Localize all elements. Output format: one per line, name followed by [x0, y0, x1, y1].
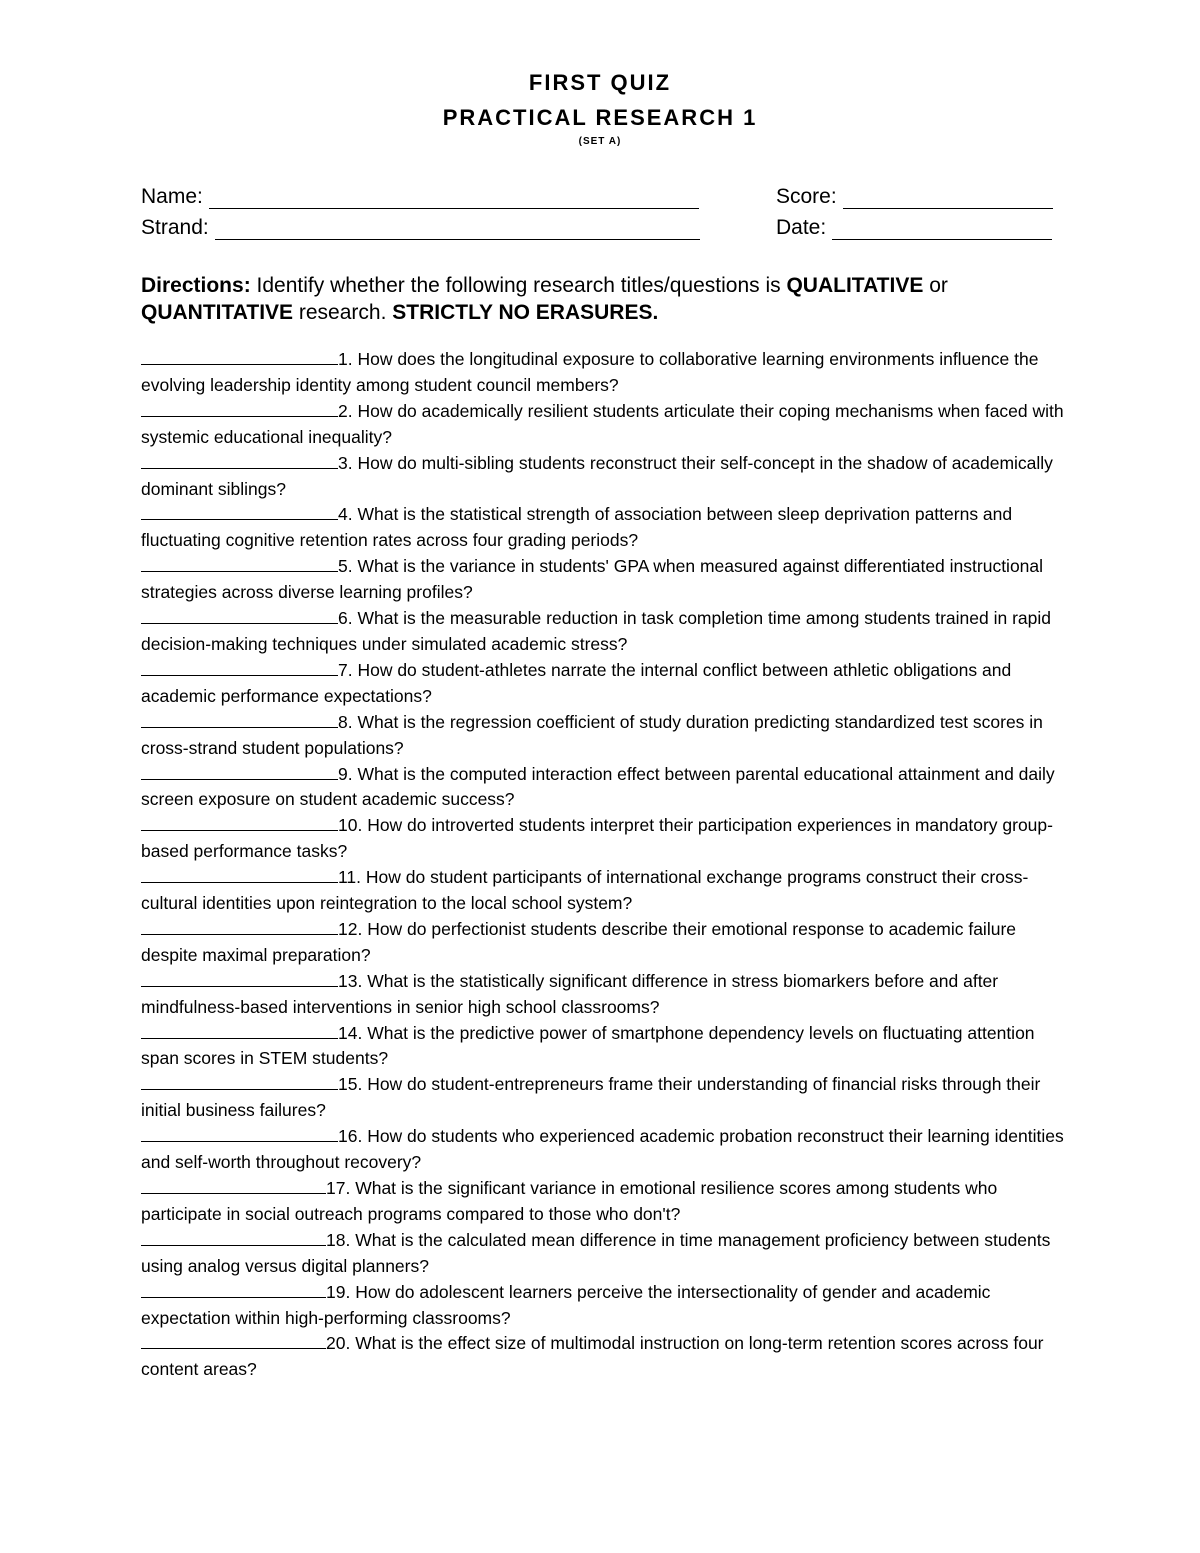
question-item: [141, 399, 1071, 451]
answer-blank[interactable]: [141, 658, 338, 676]
answer-blank[interactable]: [141, 813, 338, 831]
directions-text-1: Identify whether the following research titles/questions is: [250, 274, 787, 297]
question-item: [141, 1072, 1071, 1124]
question-item: [141, 451, 1071, 503]
answer-blank[interactable]: [141, 451, 338, 469]
question-text: 10. How do introverted students interpret their participation experiences in mandatory group-based performance tasks?: [141, 815, 1053, 862]
question-text: 18. What is the calculated mean difference in time management proficiency between students using analog versus digital planners?: [141, 1229, 1051, 1276]
answer-blank[interactable]: [141, 865, 338, 883]
answer-blank[interactable]: [141, 502, 338, 520]
question-item: [141, 658, 1071, 710]
question-item: [141, 606, 1071, 658]
strand-field[interactable]: [141, 216, 700, 240]
answer-blank[interactable]: [141, 1021, 338, 1039]
question-item: [141, 762, 1071, 814]
question-item: [141, 502, 1071, 554]
question-text: 14. What is the predictive power of smartphone dependency levels on fluctuating attention span scores in STEM students?: [141, 1022, 1035, 1069]
question-item: [141, 969, 1071, 1021]
question-text: 9. What is the computed interaction effect between parental educational attainment and daily screen exposure on student academic success?: [141, 763, 1055, 810]
strand-label: Strand:: [141, 216, 209, 239]
directions: [141, 272, 1071, 326]
question-item: [141, 1280, 1071, 1332]
question-item: [141, 1021, 1071, 1073]
question-text: 1. How does the longitudinal exposure to collaborative learning environments influence the evolving leadership identity among student council members?: [141, 349, 1039, 395]
question-item: [141, 1176, 1071, 1228]
answer-blank[interactable]: [141, 1280, 326, 1298]
question-list: [141, 347, 1071, 1383]
question-item: [141, 710, 1071, 762]
question-item: [141, 1228, 1071, 1280]
question-text: 6. What is the measurable reduction in task completion time among students trained in rapid decision-making techniques under simulated academic stress?: [141, 608, 1052, 654]
answer-blank[interactable]: [141, 606, 338, 624]
quantitative-term: QUANTITATIVE: [141, 301, 294, 324]
set-label: (SET A): [578, 136, 622, 147]
name-field[interactable]: [141, 185, 699, 209]
answer-blank[interactable]: [141, 1331, 326, 1349]
question-text: 19. How do adolescent learners perceive the intersectionality of gender and academic expectation within high-performing classrooms?: [141, 1281, 991, 1328]
question-text: 15. How do student-entrepreneurs frame their understanding of financial risks through their initial business failures?: [141, 1074, 1041, 1121]
question-text: 12. How do perfectionist students describe their emotional response to academic failure despite maximal preparation?: [141, 918, 1017, 965]
question-text: 2. How do academically resilient students articulate their coping mechanisms when faced with systemic educational inequality?: [141, 400, 1064, 447]
question-text: 16. How do students who experienced academic probation reconstruct their learning identities and self-worth throughout recovery?: [141, 1126, 1064, 1173]
answer-blank[interactable]: [141, 762, 338, 780]
answer-blank[interactable]: [141, 1228, 326, 1246]
answer-blank[interactable]: [141, 399, 338, 417]
answer-blank[interactable]: [141, 969, 338, 987]
answer-blank[interactable]: [141, 1176, 326, 1194]
qualitative-term: QUALITATIVE: [786, 274, 924, 297]
question-item: [141, 917, 1071, 969]
score-blank[interactable]: [843, 188, 1053, 209]
answer-blank[interactable]: [141, 1072, 338, 1090]
question-text: 7. How do student-athletes narrate the internal conflict between athletic obligations and academic performance expectations?: [141, 659, 1012, 706]
question-item: [141, 1124, 1071, 1176]
question-item: [141, 1331, 1071, 1383]
date-blank[interactable]: [832, 219, 1052, 240]
answer-blank[interactable]: [141, 710, 338, 728]
question-item: [141, 554, 1071, 606]
question-text: 3. How do multi-sibling students reconstruct their self-concept in the shadow of academically dominant siblings?: [141, 452, 1053, 499]
answer-blank[interactable]: [141, 1124, 338, 1142]
directions-text-2: or: [923, 274, 948, 297]
date-label: Date:: [776, 216, 827, 239]
question-item: [141, 813, 1071, 865]
answer-blank[interactable]: [141, 917, 338, 935]
question-text: 4. What is the statistical strength of association between sleep deprivation patterns and fluctuating cognitive retention rates across four grading periods?: [141, 504, 1013, 551]
name-blank[interactable]: [209, 188, 699, 209]
question-item: [141, 865, 1071, 917]
directions-label: Directions:: [141, 274, 251, 297]
question-item: [141, 347, 1071, 399]
question-text: 20. What is the effect size of multimodal instruction on long-term retention scores across four content areas?: [141, 1333, 1044, 1380]
strand-blank[interactable]: [215, 219, 700, 240]
question-text: 17. What is the significant variance in emotional resilience scores among students who participate in social outreach programs compared to those who don't?: [141, 1178, 998, 1224]
quiz-title: FIRST QUIZ: [528, 70, 672, 95]
date-field[interactable]: [776, 216, 1052, 240]
answer-blank[interactable]: [141, 554, 338, 572]
score-field[interactable]: [776, 185, 1053, 209]
no-erasures-emphasis: STRICTLY NO ERASURES.: [392, 301, 659, 324]
name-label: Name:: [141, 185, 203, 208]
subject-title: PRACTICAL RESEARCH 1: [442, 105, 758, 130]
question-text: 11. How do student participants of international exchange programs construct their cross-cultural identities upon reintegration to the local school system?: [141, 867, 1029, 914]
score-label: Score:: [776, 185, 837, 208]
question-text: 5. What is the variance in students' GPA when measured against differentiated instructional strategies across diverse learning profiles?: [141, 556, 1044, 603]
directions-text-3: research.: [293, 301, 393, 324]
answer-blank[interactable]: [141, 347, 338, 365]
question-text: 8. What is the regression coefficient of study duration predicting standardized test scores in cross-strand student populations?: [141, 711, 1043, 758]
question-text: 13. What is the statistically significant difference in stress biomarkers before and after mindfulness-based interventions in senior high school classrooms?: [141, 970, 999, 1017]
